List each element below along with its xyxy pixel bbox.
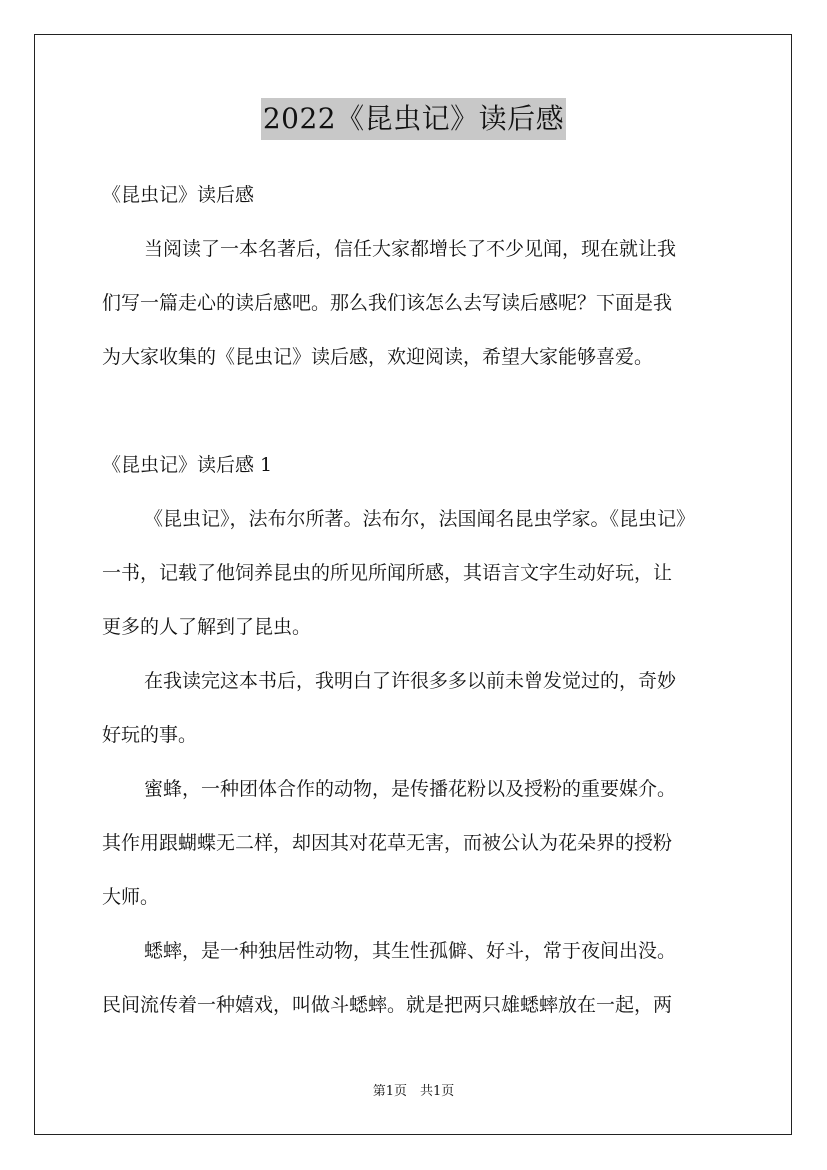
paragraph-line: 在我读完这本书后，我明白了许很多多以前未曾发觉过的，奇妙: [144, 670, 677, 692]
paragraph-line: 们写一篇走心的读后感吧。那么我们该怎么去写读后感呢？下面是我: [102, 292, 673, 314]
paragraph-line: 大师。: [102, 886, 160, 908]
paragraph-4: [102, 924, 730, 1032]
paragraph-line: 《昆虫记》，法布尔所著。法布尔，法国闻名昆虫学家。《昆虫记》: [144, 508, 696, 530]
paragraph-line: 当阅读了一本名著后，信任大家都增长了不少见闻，现在就让我: [144, 238, 677, 260]
paragraph-line: 其作用跟蝴蝶无二样，却因其对花草无害，而被公认为花朵界的授粉: [102, 832, 673, 854]
document-title: 2022《昆虫记》读后感: [261, 98, 566, 140]
paragraph-1: [102, 492, 730, 654]
paragraph-line: 民间流传着一种嬉戏，叫做斗蟋蟀。就是把两只雄蟋蟀放在一起，两: [102, 994, 673, 1016]
paragraph-line: 蟋蟀，是一种独居性动物，其生性孤僻、好斗，常于夜间出没。: [144, 940, 677, 962]
document-body: [102, 168, 730, 1032]
page-number: 第1页 共1页: [372, 1084, 455, 1099]
intro-paragraph: [102, 222, 730, 384]
paragraph-line: 为大家收集的《昆虫记》读后感，欢迎阅读，希望大家能够喜爱。: [102, 346, 654, 368]
section-heading: 《昆虫记》读后感 1: [102, 454, 273, 476]
title-container: [0, 98, 827, 140]
paragraph-line: 更多的人了解到了昆虫。: [102, 616, 312, 638]
paragraph-3: [102, 762, 730, 924]
paragraph-line: 一书，记载了他饲养昆虫的所见所闻所感，其语言文字生动好玩，让: [102, 562, 673, 584]
paragraph-line: 好玩的事。: [102, 724, 198, 746]
paragraph-line: 蜜蜂，一种团体合作的动物，是传播花粉以及授粉的重要媒介。: [144, 778, 677, 800]
blank-line: [102, 384, 730, 438]
paragraph-2: [102, 654, 730, 762]
page-footer: [0, 1082, 827, 1102]
subheading: 《昆虫记》读后感: [102, 184, 255, 206]
